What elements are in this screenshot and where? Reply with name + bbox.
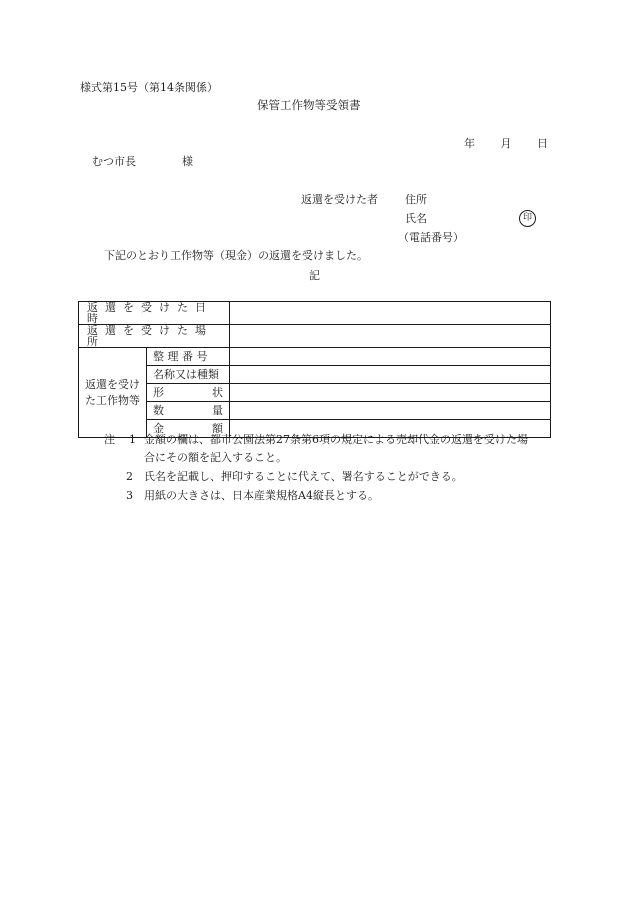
table-row <box>79 402 551 420</box>
note2-text: 氏名を記載し、押印することに代えて、署名することができる。 <box>144 470 463 483</box>
field-shape <box>230 384 551 402</box>
label-returned-items <box>79 348 147 438</box>
addressee-honorific: 様 <box>182 155 193 168</box>
date-day: 日 <box>537 137 548 150</box>
group-label-line2: た工作物等 <box>85 393 140 407</box>
date-month: 月 <box>500 137 512 150</box>
label-reference-number: 整 理 番 号 <box>147 348 230 366</box>
note1-continuation: 合にその額を記入すること。 <box>144 451 287 464</box>
notes-head: 注 <box>104 433 115 446</box>
recipient-label: 返還を受けた者 <box>301 193 378 206</box>
note2-number: 2 <box>126 470 133 483</box>
name-label: 氏名 <box>405 212 427 225</box>
form-number: 様式第15号（第14条関係） <box>80 81 218 94</box>
group-label-line1: 返還を受け <box>85 378 140 392</box>
table-row <box>79 302 551 325</box>
table-row <box>79 325 551 348</box>
field-quantity <box>230 402 551 420</box>
label-name-type: 名称又は種類 <box>147 366 230 384</box>
addressee <box>92 156 193 167</box>
note3-number: 3 <box>126 489 133 502</box>
date-year: 年 <box>464 137 475 150</box>
label-quantity <box>147 402 230 420</box>
table-row <box>79 384 551 402</box>
ki-heading: 記 <box>309 269 320 282</box>
amount-char-2: 額 <box>212 422 223 435</box>
shape-char-1: 形 <box>153 386 164 399</box>
note-item <box>126 471 463 482</box>
field-name-type <box>230 366 551 384</box>
addressee-name: むつ市長 <box>92 155 136 168</box>
note-item <box>126 490 379 501</box>
document-title: 保管工作物等受領書 <box>257 98 361 112</box>
intro-statement: 下記のとおり工作物等（現金）の返還を受けました。 <box>104 249 368 262</box>
date-line <box>464 138 548 149</box>
note1-text: 金額の欄は、都市公園法第27条第6項の規定による売却代金の返還を受けた場 <box>144 433 528 446</box>
field-place <box>230 325 551 348</box>
note3-text: 用紙の大きさは、日本産業規格A4縦長とする。 <box>144 489 379 502</box>
field-reference-number <box>230 348 551 366</box>
label-place: 返還を受けた場所 <box>79 325 230 348</box>
field-datetime <box>230 302 551 325</box>
notes-heading <box>104 434 136 445</box>
label-shape <box>147 384 230 402</box>
shape-char-2: 状 <box>212 386 223 399</box>
return-details-table <box>78 301 551 438</box>
quantity-char-2: 量 <box>212 404 223 417</box>
note1-number: 1 <box>129 433 136 446</box>
phone-label: （電話番号） <box>398 231 464 244</box>
table-row <box>79 366 551 384</box>
quantity-char-1: 数 <box>153 404 164 417</box>
address-label: 住所 <box>405 193 427 206</box>
amount-char-1: 金 <box>153 422 164 435</box>
table-row <box>79 348 551 366</box>
seal-mark: 印 <box>519 210 536 227</box>
label-datetime: 返還を受けた日時 <box>79 302 230 325</box>
